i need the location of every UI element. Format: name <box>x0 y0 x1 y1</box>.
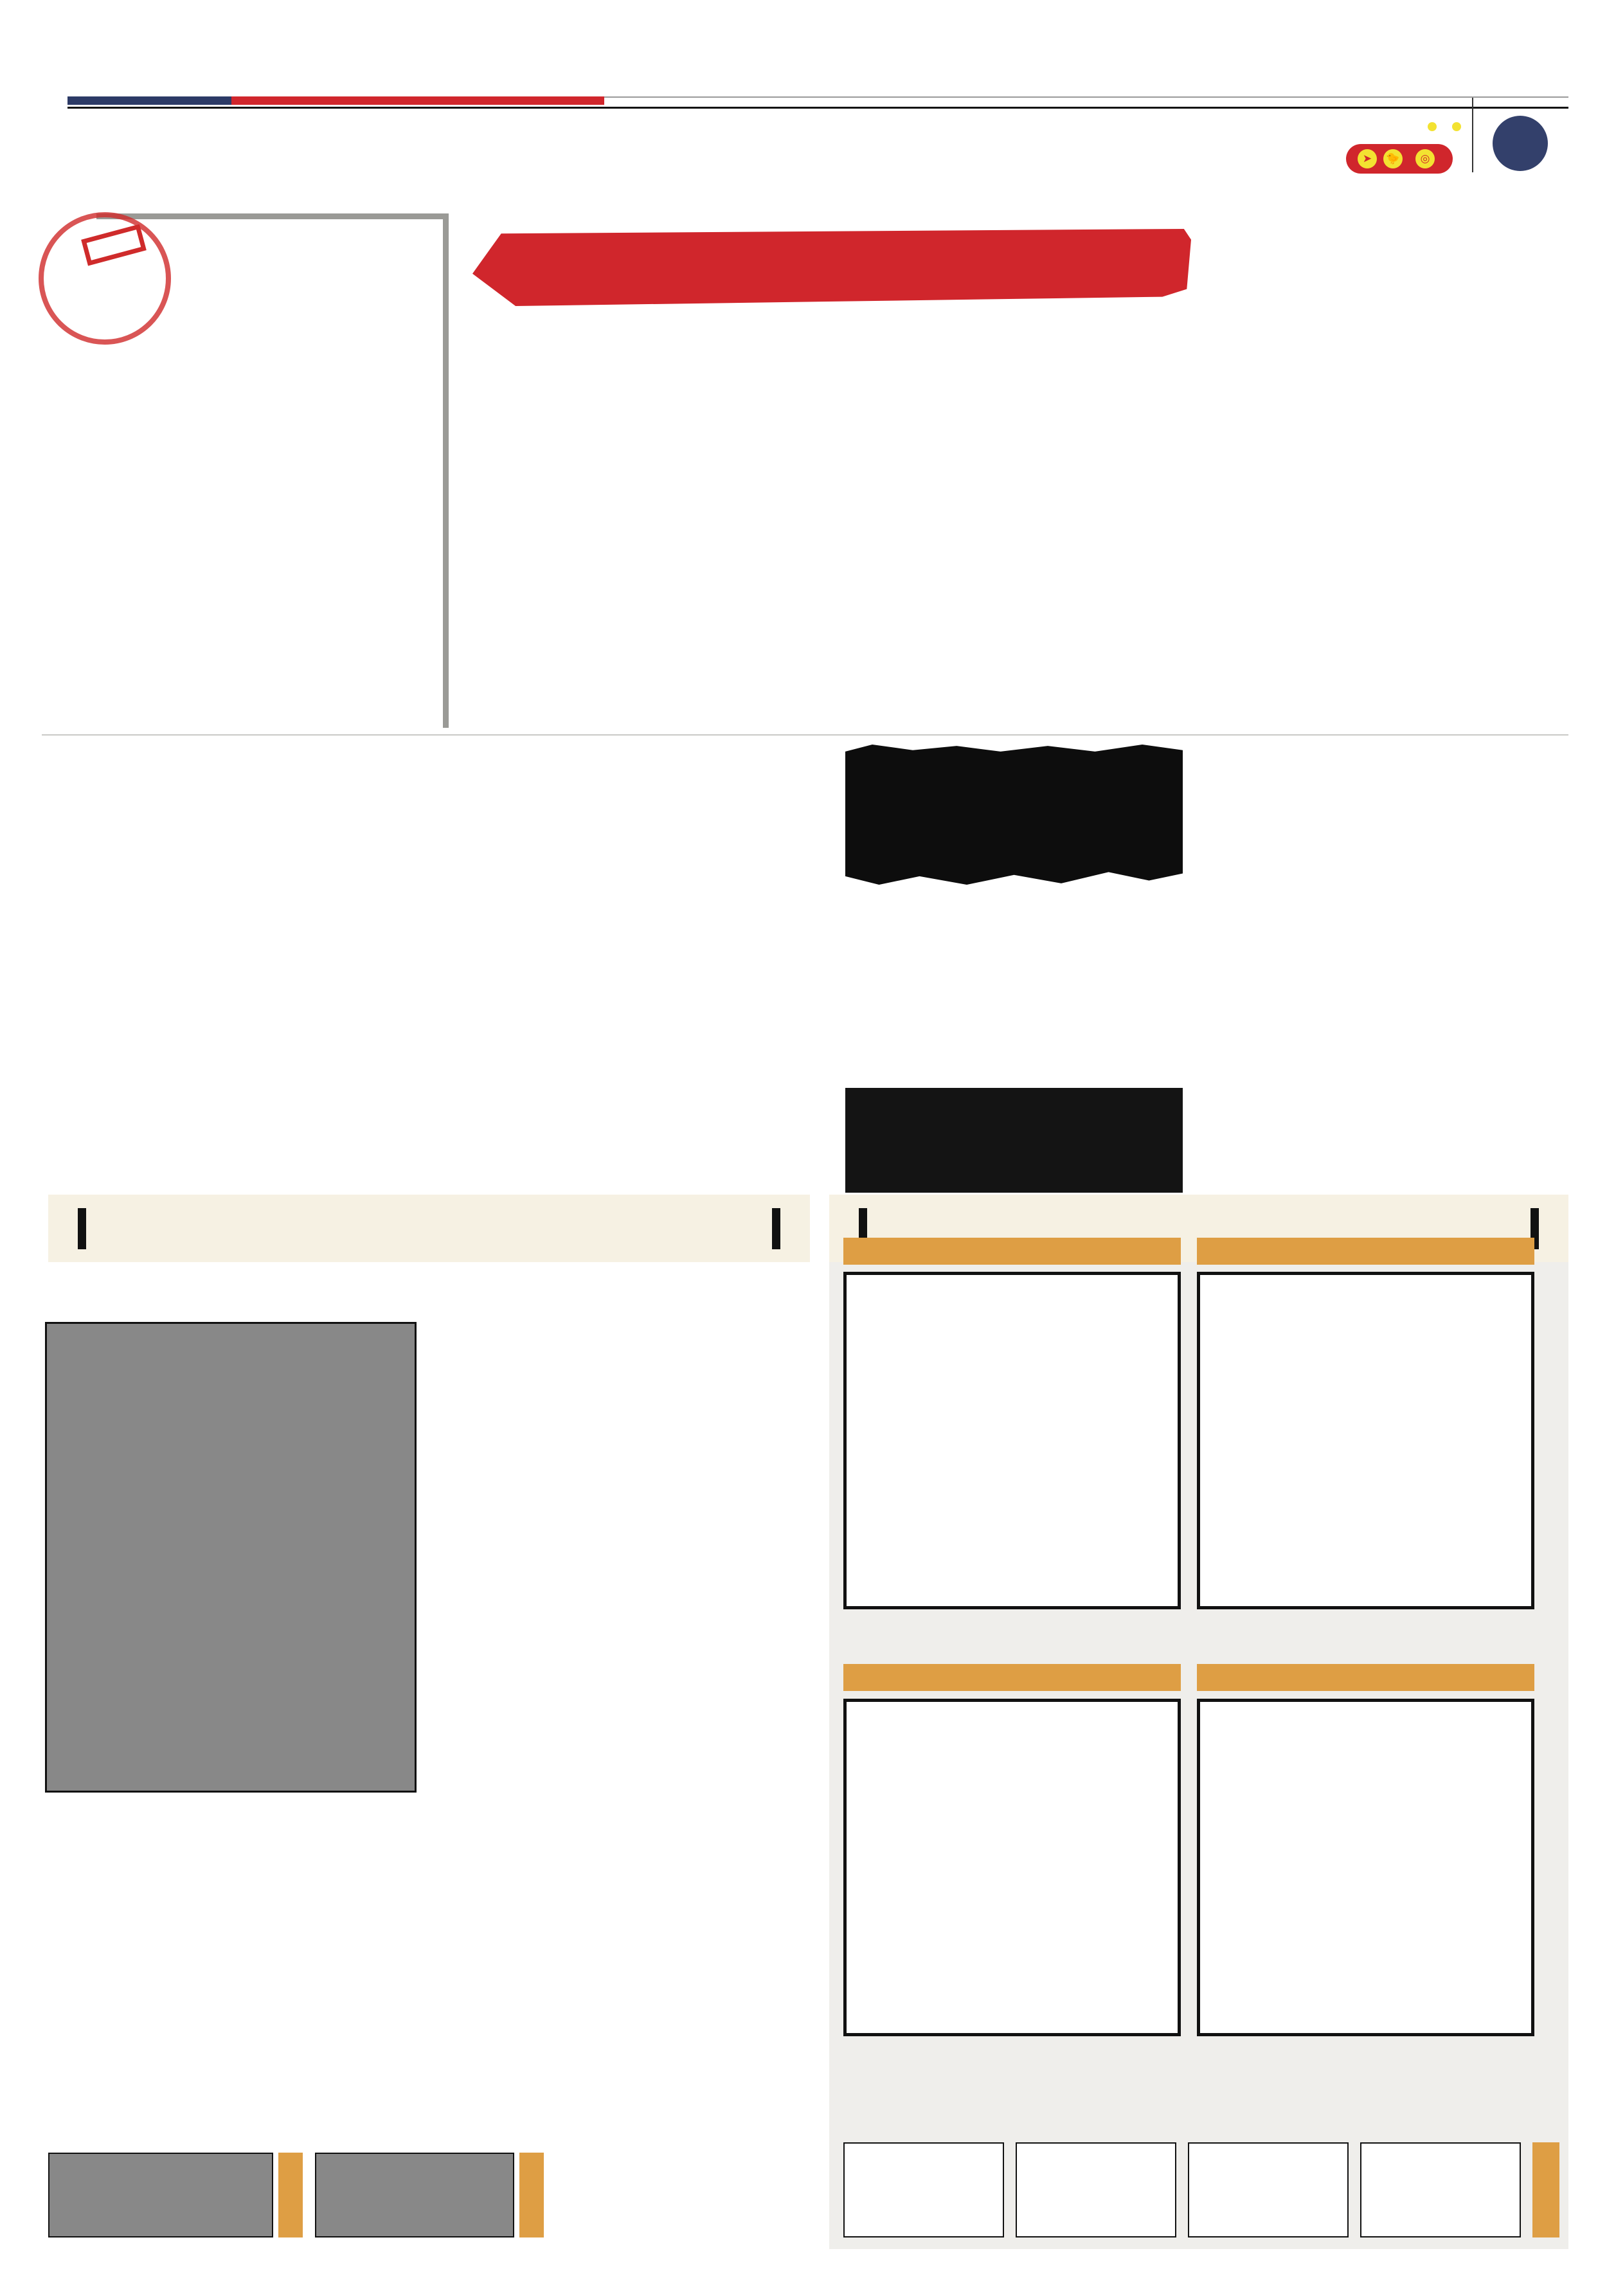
sudoku-solution-grid <box>1188 2142 1349 2237</box>
plus-icon <box>1493 116 1548 171</box>
sudoku-grid-veryhard <box>843 1699 1181 2036</box>
sudoku-solution-label <box>1532 2142 1559 2237</box>
telegram-icon: ➤ <box>1358 149 1377 168</box>
divider-bar <box>78 1208 86 1249</box>
separator-dot-icon <box>1452 122 1461 131</box>
sudoku-grid-medium <box>843 1272 1181 1609</box>
separator-dot-icon <box>1428 122 1437 131</box>
stamp-ring-icon <box>39 212 171 345</box>
pilot-body <box>998 899 1183 1078</box>
main-column-b <box>1197 575 1376 730</box>
header-red-bar <box>231 96 604 105</box>
section-divider <box>42 734 1568 736</box>
crossword-solution-special-label <box>519 2153 544 2237</box>
crossword-solution-normal <box>48 2153 273 2237</box>
sudoku-solution-grid <box>1016 2142 1176 2237</box>
crossword-header <box>48 1195 810 1262</box>
criminal-court-stamp <box>45 193 347 386</box>
sudoku-solution-grid <box>843 2142 1004 2237</box>
special-crossword-clues <box>48 1800 415 2135</box>
social-bar <box>1346 144 1453 174</box>
header-vertical-divider <box>1472 98 1473 172</box>
crossword-grid <box>45 1322 417 1793</box>
sudoku-grid-hard <box>1197 1699 1534 2036</box>
header-hairline <box>604 96 1568 98</box>
difficulty-veryhard <box>843 1664 1181 1691</box>
difficulty-hard <box>1197 1664 1534 1691</box>
main-headline-banner <box>472 229 1191 306</box>
chalous-body <box>636 826 837 1189</box>
main-lead-column <box>1385 575 1568 728</box>
header-rule <box>67 107 1568 109</box>
twitter-icon: 🐤 <box>1383 149 1403 168</box>
instagram-icon: ◎ <box>1415 149 1435 168</box>
court-frame-right <box>443 213 449 728</box>
pilot-headline-box <box>845 745 1183 885</box>
crossword-solution-special <box>315 2153 514 2237</box>
difficulty-medium <box>843 1238 1181 1265</box>
normal-crossword-clues <box>437 1276 813 2192</box>
anzali-body-top <box>1350 824 1568 1043</box>
pilot-inset-quote <box>845 1088 1183 1193</box>
crossword-solution-normal-label <box>278 2153 303 2237</box>
court-article-body <box>61 498 444 727</box>
header-navy-bar <box>67 96 231 105</box>
crossword-column-numbers <box>45 1300 417 1319</box>
dateline <box>1420 122 1469 131</box>
anzali-body-bottom <box>1194 1054 1568 1193</box>
divider-bar <box>772 1208 780 1249</box>
sudoku-solution-grid <box>1360 2142 1521 2237</box>
sudoku-grid-easy <box>1197 1272 1534 1609</box>
crossword-row-numbers <box>419 1322 436 1793</box>
difficulty-easy <box>1197 1238 1534 1265</box>
main-article-body <box>476 318 1190 729</box>
